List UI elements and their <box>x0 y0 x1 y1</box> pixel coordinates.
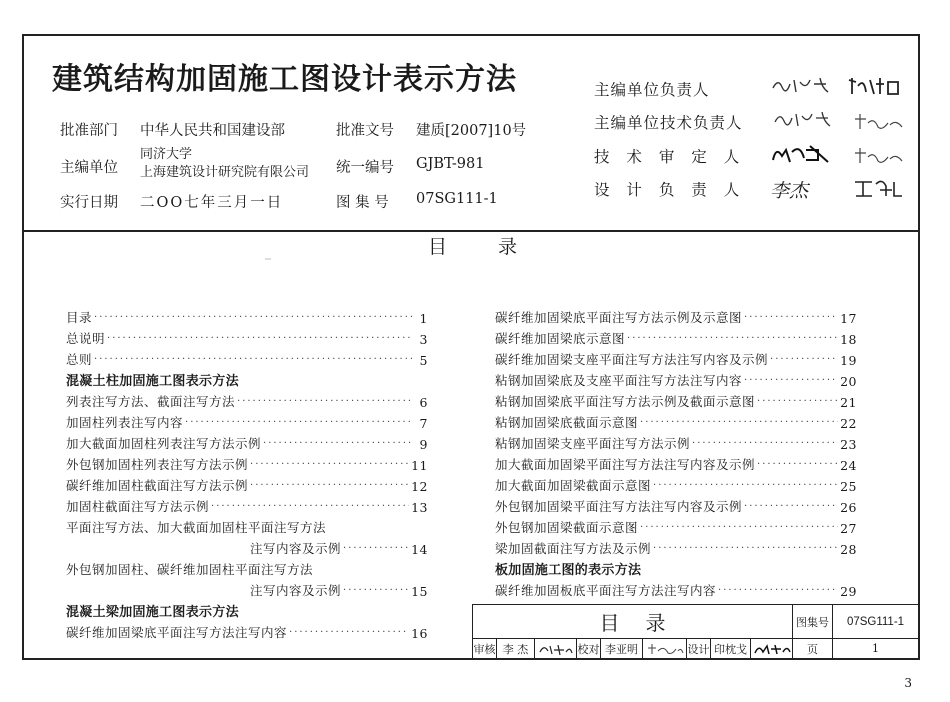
toc-entry-continued[interactable] <box>66 515 428 536</box>
toc-entry-page: 24 <box>840 458 857 473</box>
toc-entry-text: 总说明 <box>66 331 106 346</box>
leader-dots <box>757 396 838 407</box>
impl-date-label: 实行日期 <box>60 195 118 211</box>
review-label: 审核 <box>473 639 497 659</box>
atlas-no-label: 图集号 <box>793 605 833 639</box>
check-name: 李亚明 <box>601 639 643 659</box>
toc-entry-page: 13 <box>411 500 428 515</box>
editor-unit-line2: 上海建筑设计研究院有限公司 <box>140 165 310 180</box>
signature-image <box>846 74 902 92</box>
leader-dots <box>770 354 838 365</box>
approval-doc-value: 建质[2007]10号 <box>416 123 527 139</box>
toc-entry-text: 碳纤维加固柱截面注写方法示例 <box>66 478 249 493</box>
design-name: 印枕戈 <box>711 639 751 659</box>
approval-doc-label: 批准文号 <box>336 123 394 139</box>
toc-entry-text: 总则 <box>66 352 93 367</box>
leader-dots <box>718 585 838 596</box>
toc-entry[interactable] <box>66 431 428 452</box>
scan-smudge <box>265 258 271 260</box>
resp-design-head: 设 计 负 责 人 <box>594 181 746 199</box>
unified-no-value: GJBT-981 <box>416 156 485 172</box>
toc-entry-text: 粘钢加固梁底及支座平面注写方法注写内容 <box>495 373 743 388</box>
toc-entry-text: 碳纤维加固梁底平面注写方法示例及示意图 <box>495 310 743 325</box>
toc-entry-text: 加大截面加固梁截面示意图 <box>495 478 652 493</box>
toc-section-text: 混凝土梁加固施工图表示方法 <box>66 605 239 620</box>
leader-dots <box>744 375 838 386</box>
toc-entry[interactable] <box>495 431 857 452</box>
leader-dots <box>692 438 838 449</box>
leader-dots <box>343 585 409 596</box>
toc-entry-page: 29 <box>840 584 857 599</box>
atlas-no-value: 07SG111-1 <box>833 605 919 639</box>
toc-entry[interactable] <box>495 410 857 431</box>
toc-entry[interactable] <box>495 578 857 599</box>
approval-dept-label: 批准部门 <box>60 123 118 139</box>
toc-entry[interactable] <box>66 452 428 473</box>
leader-dots <box>757 459 838 470</box>
toc-entry[interactable] <box>66 410 428 431</box>
leader-dots <box>250 459 409 470</box>
leader-dots <box>640 417 838 428</box>
leader-dots <box>653 480 838 491</box>
toc-entry-text: 平面注写方法、加大截面加固柱平面注写方法 <box>66 520 327 535</box>
toc-entry-text: 外包钢加固柱列表注写方法示例 <box>66 457 249 472</box>
leader-dots <box>185 417 412 428</box>
toc-entry[interactable] <box>495 326 857 347</box>
toc-entry[interactable] <box>495 494 857 515</box>
toc-title-char-1: 目 <box>428 236 448 258</box>
unified-no-label: 统一编号 <box>336 160 394 176</box>
atlas-no-label: 图 集 号 <box>336 195 389 211</box>
toc-entry-text: 列表注写方法、截面注写方法 <box>66 394 236 409</box>
leader-dots <box>289 627 409 638</box>
toc-entry[interactable] <box>66 494 428 515</box>
toc-entry[interactable] <box>495 515 857 536</box>
page-label: 页 <box>793 639 833 659</box>
toc-entry-text: 碳纤维加固梁底平面注写方法注写内容 <box>66 625 288 640</box>
signature-image <box>535 639 577 659</box>
page-value: 1 <box>833 639 919 659</box>
toc-entry-page: 5 <box>419 353 428 368</box>
toc-section-text: 板加固施工图的表示方法 <box>495 563 642 578</box>
editor-unit-line1: 同济大学 <box>140 147 193 162</box>
atlas-title: 建筑结构加固施工图设计表示方法 <box>52 62 517 97</box>
signature-image <box>770 74 832 92</box>
toc-entry[interactable] <box>495 368 857 389</box>
signature-image <box>772 108 832 126</box>
atlas-no-value: 07SG111-1 <box>416 191 498 207</box>
toc-entry-text: 外包钢加固柱、碳纤维加固柱平面注写方法 <box>66 562 314 577</box>
toc-entry-page: 23 <box>840 437 857 452</box>
title-block <box>472 604 919 659</box>
toc-entry-text: 注写内容及示例 <box>250 583 342 598</box>
approval-dept-value: 中华人民共和国建设部 <box>140 123 285 139</box>
resp-tech-approver: 技 术 审 定 人 <box>594 148 746 166</box>
toc-entry[interactable] <box>66 473 428 494</box>
toc-entry-text: 注写内容及示例 <box>250 541 342 556</box>
toc-entry-page: 20 <box>840 374 857 389</box>
resp-editor-tech-head: 主编单位技术负责人 <box>594 114 743 132</box>
toc-entry[interactable] <box>66 347 428 368</box>
toc-entry[interactable] <box>66 305 428 326</box>
toc-entry-page: 17 <box>840 311 857 326</box>
signature-image <box>852 145 904 163</box>
toc-entry-text: 外包钢加固梁截面示意图 <box>495 520 639 535</box>
toc-entry[interactable] <box>66 326 428 347</box>
toc-entry-page: 18 <box>840 332 857 347</box>
title-block-name: 目录 <box>473 605 793 639</box>
toc-entry-page: 22 <box>840 416 857 431</box>
toc-column-right <box>495 305 857 599</box>
toc-entry-text: 粘钢加固梁支座平面注写方法示例 <box>495 436 691 451</box>
toc-entry-text: 目录 <box>66 310 93 325</box>
toc-entry-page: 25 <box>840 479 857 494</box>
leader-dots <box>94 312 412 323</box>
leader-dots <box>94 354 412 365</box>
signature-li-jie: 李杰 <box>770 180 809 202</box>
leader-dots <box>744 312 838 323</box>
toc-entry-page: 16 <box>411 626 428 641</box>
design-label: 设计 <box>687 639 711 659</box>
leader-dots <box>211 501 409 512</box>
toc-entry-page: 1 <box>419 311 428 326</box>
review-name: 李 杰 <box>497 639 535 659</box>
toc-section-heading <box>66 368 428 389</box>
leader-dots <box>237 396 412 407</box>
toc-entry-page: 3 <box>419 332 428 347</box>
leader-dots <box>107 333 412 344</box>
leader-dots <box>627 333 838 344</box>
toc-entry-text: 梁加固截面注写方法及示例 <box>495 541 652 556</box>
toc-section-heading <box>66 599 428 620</box>
signature-image <box>751 639 793 659</box>
signature-image <box>643 639 687 659</box>
toc-section-heading <box>495 557 857 578</box>
signature-image <box>852 111 904 129</box>
toc-entry-page: 7 <box>419 416 428 431</box>
toc-entry-page: 26 <box>840 500 857 515</box>
leader-dots <box>343 543 409 554</box>
toc-entry[interactable] <box>495 452 857 473</box>
signature-image <box>770 142 832 160</box>
toc-entry-page: 14 <box>411 542 428 557</box>
toc-entry[interactable] <box>66 536 428 557</box>
toc-section-text: 混凝土柱加固施工图表示方法 <box>66 374 239 389</box>
impl-date-value: 二OO七年三月一日 <box>140 195 284 211</box>
toc-entry[interactable] <box>66 578 428 599</box>
toc-entry-page: 11 <box>411 458 428 473</box>
toc-entry[interactable] <box>66 389 428 410</box>
toc-entry[interactable] <box>495 347 857 368</box>
resp-editor-unit-head: 主编单位负责人 <box>594 81 710 99</box>
leader-dots <box>263 438 412 449</box>
sheet-page-number: 3 <box>904 676 912 690</box>
toc-entry-page: 12 <box>411 479 428 494</box>
toc-entry-text: 粘钢加固梁底截面示意图 <box>495 415 639 430</box>
toc-entry[interactable] <box>495 389 857 410</box>
toc-entry-page: 21 <box>840 395 857 410</box>
toc-entry-text: 加固柱截面注写方法示例 <box>66 499 210 514</box>
editor-unit-label: 主编单位 <box>60 160 118 176</box>
toc-entry-continued[interactable] <box>66 557 428 578</box>
leader-dots <box>640 522 838 533</box>
toc-entry-text: 碳纤维加固梁底示意图 <box>495 331 626 346</box>
toc-entry-page: 6 <box>419 395 428 410</box>
toc-entry[interactable] <box>495 536 857 557</box>
toc-entry-text: 加大截面加固梁平面注写方法注写内容及示例 <box>495 457 756 472</box>
toc-entry[interactable] <box>495 305 857 326</box>
toc-entry-page: 19 <box>840 353 857 368</box>
toc-entry-page: 27 <box>840 521 857 536</box>
toc-entry[interactable] <box>495 473 857 494</box>
header-divider <box>24 230 918 232</box>
toc-column-left <box>66 305 428 641</box>
toc-entry-text: 外包钢加固梁平面注写方法注写内容及示例 <box>495 499 743 514</box>
toc-entry-page: 15 <box>411 584 428 599</box>
leader-dots <box>250 480 409 491</box>
toc-entry-page: 28 <box>840 542 857 557</box>
toc-entry-text: 碳纤维加固梁支座平面注写方法注写内容及示例 <box>495 352 769 367</box>
toc-entry-text: 碳纤维加固板底平面注写方法注写内容 <box>495 583 717 598</box>
toc-entry[interactable] <box>66 620 428 641</box>
leader-dots <box>653 543 838 554</box>
toc-entry-text: 加固柱列表注写内容 <box>66 415 184 430</box>
leader-dots <box>744 501 838 512</box>
signature-image <box>852 176 904 194</box>
check-label: 校对 <box>577 639 601 659</box>
toc-entry-text: 粘钢加固梁底平面注写方法示例及截面示意图 <box>495 394 756 409</box>
toc-title-char-2: 录 <box>498 236 518 258</box>
toc-entry-text: 加大截面加固柱列表注写方法示例 <box>66 436 262 451</box>
toc-entry-page: 9 <box>419 437 428 452</box>
